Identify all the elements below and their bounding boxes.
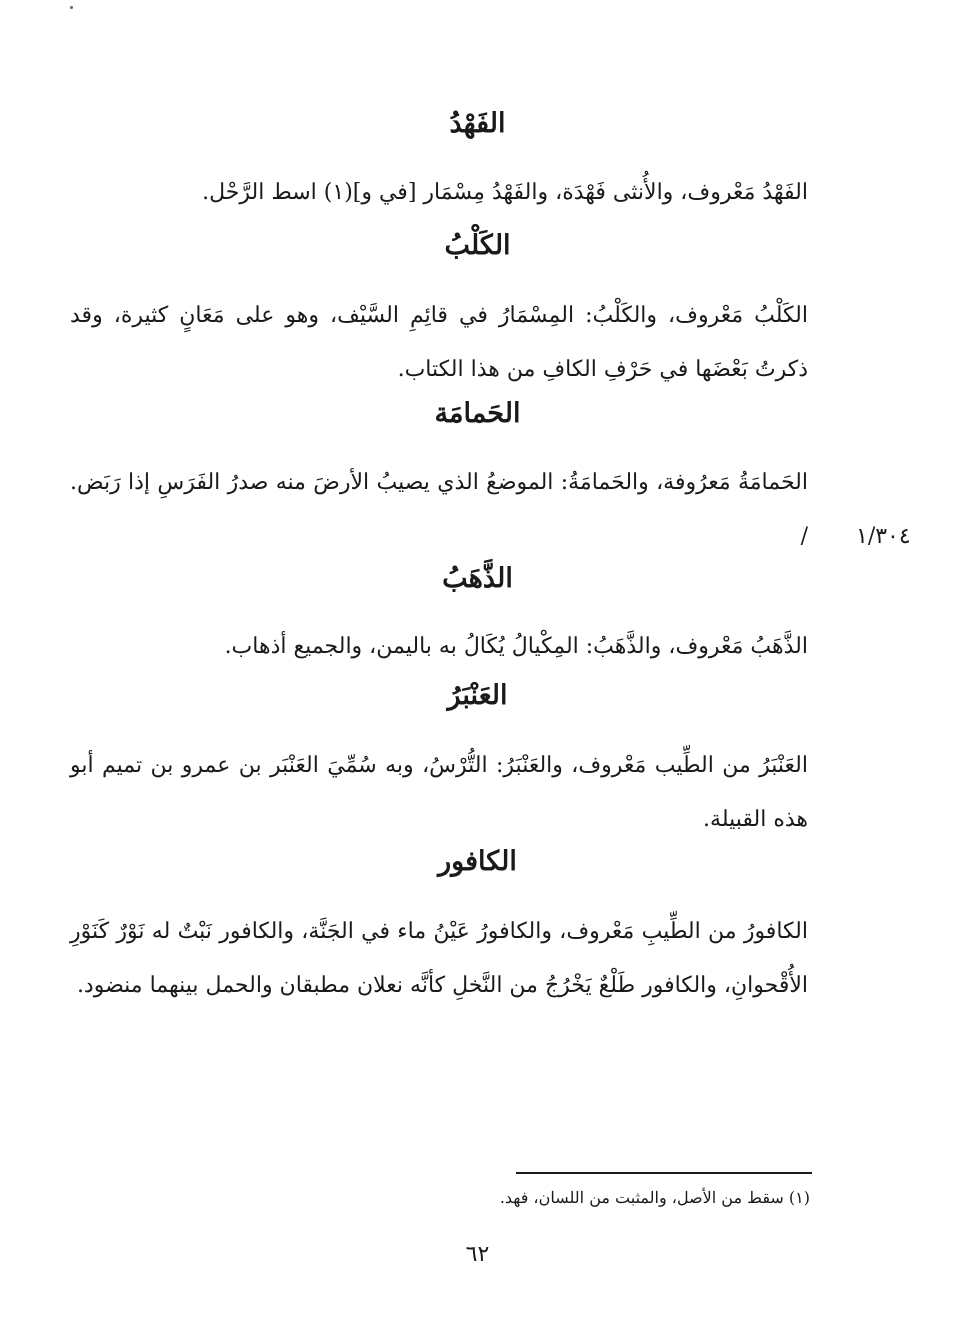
entry-body-dhahab: الذَّهَبُ مَعْروف، والذَّهَبُ: المِكْيالُ يُكَالُ به باليمن، والجميع أذهاب.: [224, 634, 808, 659]
margin-page-reference: ١/٣٠٤: [856, 524, 911, 549]
entry-body-kalb: الكَلْبُ مَعْروف، والكَلْبُ: المِسْمَارُ في قائِمِ السَّيْف، وهو على مَعَانٍ كثيرة، وقد ذكرتُ بَعْضَها في حَرْفِ الكافِ من هذا الكتاب.: [70, 303, 808, 382]
entry-title-kalb: الكَلْبُ: [444, 230, 511, 261]
entry-title-kafur: الكافور: [438, 846, 517, 877]
entry-body-hamama: الحَمامَةُ مَعرُوفة، والحَمامَةُ: الموضعُ الذي يصيبُ الأرضَ منه صدرُ الفَرَسِ إذا رَبَض. /: [70, 470, 808, 549]
entry-body-kafur: الكافورُ من الطِّيبِ مَعْروف، والكافورُ عَيْنُ ماء في الجَنَّة، والكافور نَبْتٌ له نَوْرٌ كَنَوْرِ الأُقْحوانِ، والكافور طَلْعٌ يَخْرُجُ من النَّخلِ كأنَّه نعلان مطبقان والحمل بينهما منضود.: [70, 919, 808, 998]
entry-body-fahd: الفَهْدُ مَعْروف، والأُنثى فَهْدَة، والفَهْدُ مِسْمَار [في و](١) اسط الرَّحْل.: [202, 180, 808, 205]
footnote: (١) سقط من الأصل، والمثبت من اللسان، فهد.: [499, 1188, 810, 1207]
page-number: ٦٢: [465, 1242, 490, 1267]
entry-title-dhahab: الذَّهَبُ: [442, 563, 513, 594]
entry-title-hamama: الحَمامَة: [434, 398, 521, 429]
footnote-divider: [516, 1172, 812, 1174]
entry-title-anbar: العَنْبَرُ: [447, 680, 508, 711]
entry-title-fahd: الفَهْدُ: [449, 108, 506, 139]
scan-speck: [70, 6, 73, 9]
entry-body-anbar: العَنْبَرُ من الطِّيب مَعْروف، والعَنْبَرُ: التُّرْسُ، وبه سُمِّيَ العَنْبَر بن عمرو بن تميم أبو هذه القبيلة.: [70, 753, 808, 832]
